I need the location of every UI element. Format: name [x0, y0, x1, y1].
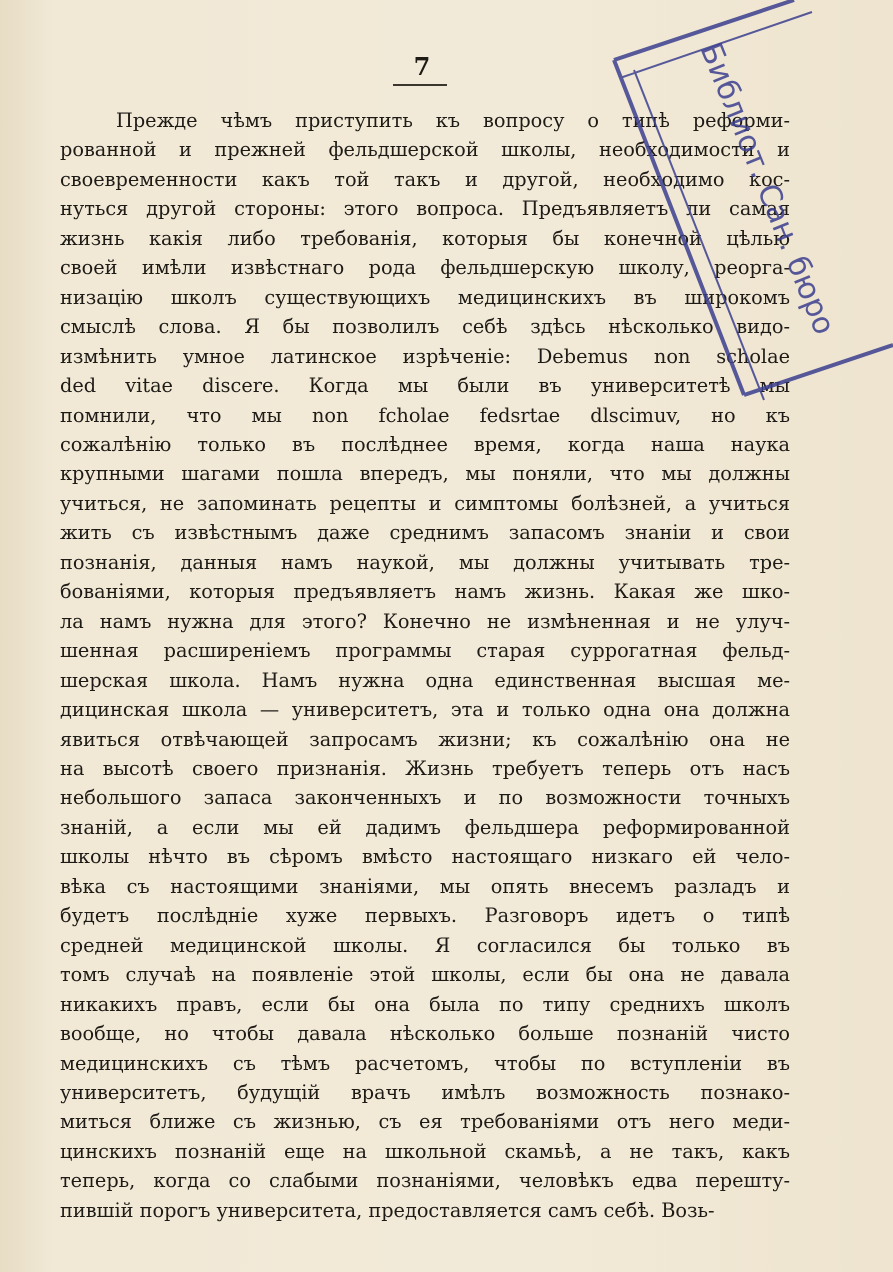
text-line: вѣка съ настоящими знаніями, мы опять внесемъ разладъ и [60, 874, 790, 898]
text-line: измѣнить умное латинское изрѣченіе: Debemus non scholae [60, 344, 790, 368]
text-line: средней медицинской школы. Я согласился бы только въ [60, 933, 790, 957]
text-line: на высотѣ своего признанія. Жизнь требуетъ теперь отъ насъ [60, 756, 790, 780]
text-line: школы нѣчто въ сѣромъ вмѣсто настоящаго низкаго ей чело- [60, 845, 790, 869]
text-line: вообще, но чтобы давала нѣсколько больше познаній чисто [60, 1022, 790, 1046]
text-line: жить съ извѣстнымъ даже среднимъ запасомъ знаніи и свои [60, 521, 790, 545]
text-line: университетъ, будущій врачъ имѣлъ возможность познако- [60, 1080, 790, 1104]
text-line: миться ближе съ жизнью, съ ея требованіями отъ него меди- [60, 1110, 790, 1134]
text-line: знаній, а если мы ей дадимъ фельдшера реформированной [60, 815, 790, 839]
text-line: теперь, когда со слабыми познаніями, человѣкъ едва перешту- [60, 1169, 790, 1193]
text-line: шерская школа. Намъ нужна одна единственная высшая ме- [60, 668, 790, 692]
text-line: смыслѣ слова. Я бы позволилъ себѣ здѣсь нѣсколько видо- [60, 315, 790, 339]
text-line: шенная расширеніемъ программы старая суррогатная фельд- [60, 639, 790, 663]
text-line: жизнь какія либо требованія, которыя бы конечной цѣлью [60, 226, 790, 250]
text-line: своей имѣли извѣстнаго рода фельдшерскую школу, реорга- [60, 256, 790, 280]
text-line: рованной и прежней фельдшерской школы, необходимости и [60, 138, 790, 162]
text-line: сожалѣнію только въ послѣднее время, когда наша наука [60, 432, 790, 456]
text-line: помнили, что мы non fcholae fedsrtae dlscimuv, но къ [60, 403, 790, 427]
text-line: пившій порогъ университета, предоставляется самъ себѣ. Возь- [60, 1198, 715, 1222]
text-line: ла намъ нужна для этого? Конечно не измѣненная и не улуч- [60, 609, 790, 633]
text-line: Прежде чѣмъ приступить къ вопросу о типѣ реформи- [116, 109, 790, 132]
text-line: будетъ послѣдніе хуже первыхъ. Разговоръ идетъ о типѣ [60, 904, 790, 928]
text-line: томъ случаѣ на появленіе этой школы, если бы она не давала [60, 963, 790, 987]
text-line: своевременности какъ той такъ и другой, необходимо кос- [60, 167, 790, 191]
text-line: учиться, не запоминать рецепты и симптомы болѣзней, а учиться [60, 491, 790, 515]
text-line: бованіями, которыя предъявляетъ намъ жизнь. Какая же шко- [60, 580, 790, 604]
text-line: дицинская школа — университетъ, эта и только одна она должна [60, 698, 790, 722]
body-paragraph [60, 106, 790, 1225]
text-line: нуться другой стороны: этого вопроса. Предъявляетъ ли самая [60, 197, 790, 221]
text-line: крупными шагами пошла впередъ, мы поняли, что мы должны [60, 462, 790, 486]
text-line: низацію школъ существующихъ медицинскихъ въ широкомъ [60, 285, 790, 309]
page-number-underline [393, 84, 447, 86]
text-line: цинскихъ познаній еще на школьной скамьѣ, а не такъ, какъ [60, 1139, 790, 1163]
text-line: познанія, данныя намъ наукой, мы должны учитывать тре- [60, 550, 790, 574]
text-line: ded vitae discere. Когда мы были въ университетѣ мы [60, 374, 790, 398]
text-line: никакихъ правъ, если бы она была по типу среднихъ школъ [60, 992, 790, 1016]
page-number: 7 [413, 52, 432, 81]
stamp-text: Библиот. Сан. бюро [692, 37, 842, 340]
text-line: медицинскихъ съ тѣмъ расчетомъ, чтобы по вступленіи въ [60, 1051, 790, 1075]
text-line: явиться отвѣчающей запросамъ жизни; къ сожалѣнію она не [60, 727, 790, 751]
text-line: небольшого запаса законченныхъ и по возможности точныхъ [60, 786, 790, 810]
